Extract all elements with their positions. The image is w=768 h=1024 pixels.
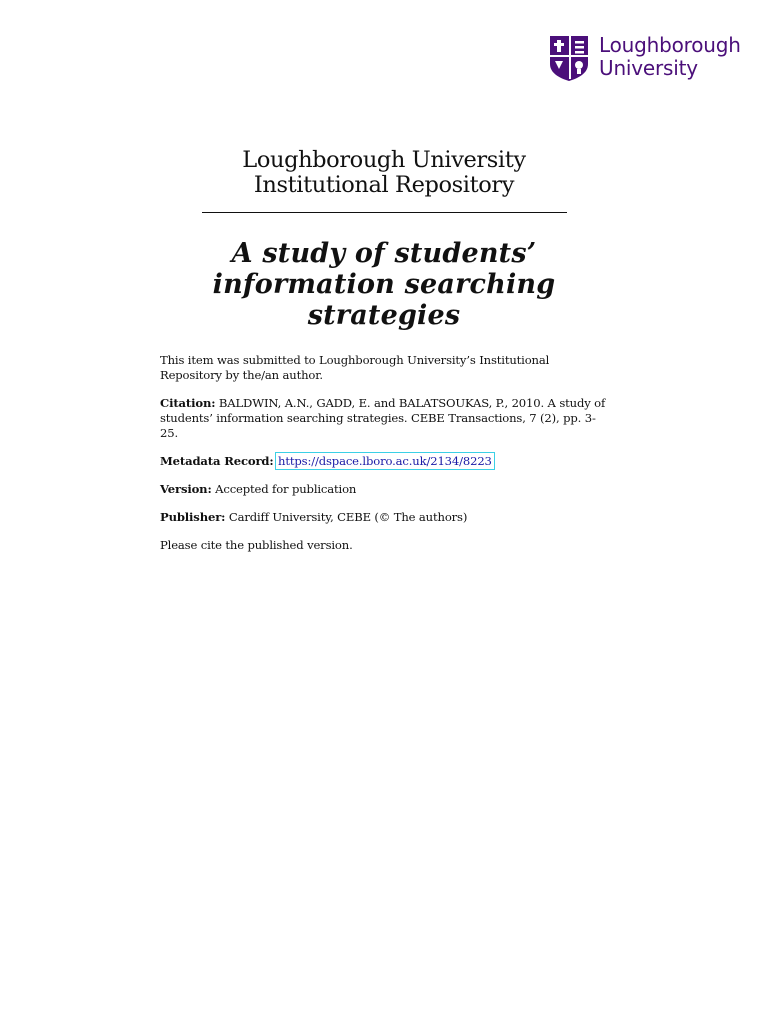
cite-published-note bbox=[160, 538, 610, 553]
university-shield-icon bbox=[548, 34, 590, 82]
title-divider bbox=[202, 212, 567, 213]
version-text: Accepted for publication bbox=[215, 482, 357, 496]
university-logo-text bbox=[599, 34, 741, 80]
cite-published-text: Please cite the published version. bbox=[160, 538, 353, 552]
metadata-record-label: Metadata Record: bbox=[160, 454, 274, 468]
citation-text: BALDWIN, A.N., GADD, E. and BALATSOUKAS, P., 2010. A study of students’ information searching strategies. CEBE Transactions, 7 (2), pp. 3-25. bbox=[160, 396, 606, 440]
logo-line-2: University bbox=[599, 56, 698, 80]
paper-title-line-1: A study of students’ bbox=[231, 238, 537, 269]
metadata-record-link[interactable]: https://dspace.lboro.ac.uk/2134/8223 bbox=[278, 454, 492, 468]
paper-title-line-2: information searching bbox=[212, 269, 556, 300]
repository-heading-line-1: Loughborough University bbox=[242, 147, 526, 173]
citation-label: Citation: bbox=[160, 396, 216, 410]
publisher-text: Cardiff University, CEBE (© The authors) bbox=[228, 510, 468, 524]
record-details bbox=[160, 353, 610, 566]
version-block bbox=[160, 482, 610, 497]
repository-heading bbox=[150, 148, 618, 198]
logo-line-1: Loughborough bbox=[599, 33, 741, 57]
publisher-label: Publisher: bbox=[160, 510, 226, 524]
submission-note-text: This item was submitted to Loughborough University’s Institutional Repository by the/an author. bbox=[160, 353, 550, 382]
submission-note bbox=[160, 353, 610, 383]
paper-title-line-3: strategies bbox=[307, 300, 461, 331]
university-logo bbox=[548, 34, 741, 82]
citation-block bbox=[160, 396, 610, 441]
metadata-record-block bbox=[160, 454, 610, 469]
repository-heading-line-2: Institutional Repository bbox=[253, 172, 515, 198]
version-label: Version: bbox=[160, 482, 212, 496]
publisher-block bbox=[160, 510, 610, 525]
paper-title bbox=[150, 238, 618, 331]
